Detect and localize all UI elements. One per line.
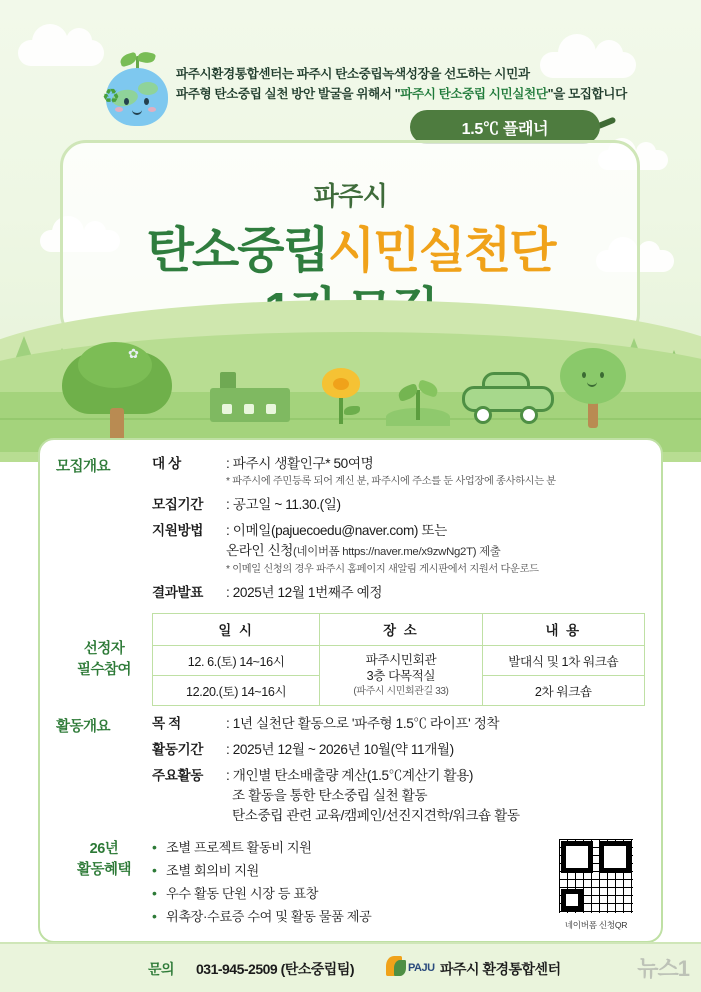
title-subtitle: 파주시 [313,181,388,211]
overview-target-line [152,454,645,474]
qr-caption: 네이버폼 신청QR [564,920,628,930]
overview-apply-note: * 이메일 신청의 경우 파주시 홈페이지 새알림 게시판에서 지원서 다운로드 [226,564,539,575]
activity-purpose-value: : 1년 실천단 활동으로 '파주형 1.5℃ 라이프' 정착 [226,716,500,731]
inquiry-label: 문의 [148,961,175,977]
news1-watermark: 뉴스1 [637,956,689,981]
overview-apply-label: 지원방법 [152,523,203,538]
cloud-icon [18,40,104,66]
smiling-tree-icon [560,348,626,428]
content-panel [38,438,663,943]
paju-logo-icon [386,956,438,982]
col-place: 장 소 [320,614,482,646]
activity-label: 활동개요 [56,719,111,735]
planner-badge: 1.5℃ 플래너 [410,110,600,144]
big-tree-icon [62,352,172,444]
overview-apply-value2-sub: (네이버폼 https://naver.me/x9zwNg2T) 제출 [293,546,501,558]
factory-icon [210,372,290,422]
overview-apply-line2 [152,541,645,562]
activity-main-line [152,766,645,786]
overview-target-label: 대 상 [152,456,181,471]
schedule-label-line1: 선정자 [83,640,125,657]
col-content: 내 용 [482,614,644,646]
inquiry-value: 031-945-2509 (탄소중립팀) [196,961,355,977]
overview-result-value: : 2025년 12월 1번째주 예정 [226,585,383,600]
schedule-label [56,639,152,681]
butterfly-icon: ✿ [128,346,139,361]
benefits-label [56,836,152,928]
title-main-green: 탄소중립 [146,224,328,278]
cell-content: 발대식 및 1차 워크숍 [482,646,644,676]
list-item: • 조별 프로젝트 활동비 지원 [152,836,645,859]
place-line1: 파주시민회관 [365,652,437,667]
overview-result-line [152,583,645,603]
intro-line-2: 파주형 탄소중립 실천 방안 발굴을 위해서 "파주시 탄소중립 시민실천단"을 모집합니다 [176,87,627,101]
overview-apply-value2: 온라인 신청 [226,543,294,558]
place-note: (파주시 시민회관길 33) [353,685,449,697]
activity-main-value2: 조 활동을 통한 탄소중립 실천 활동 [232,788,428,803]
list-item: • 위촉장·수료증 수여 및 활동 물품 제공 [152,905,645,928]
section-overview [56,454,645,603]
overview-period-line [152,495,645,515]
qr-block[interactable] [553,836,639,931]
cell-datetime: 12. 6.(토) 14~16시 [153,646,320,676]
sprout-icon [396,378,440,422]
overview-result-label: 결과발표 [152,585,203,600]
activity-main-label: 주요활동 [152,768,203,783]
overview-period-value: : 공고일 ~ 11.30.(일) [226,497,341,512]
recycle-icon: ♻ [102,86,120,108]
activity-period-label: 활동기간 [152,742,203,757]
earth-mascot-icon [100,52,178,132]
table-header-row [153,614,645,646]
activity-purpose-line [152,714,645,734]
center-name: 파주시 환경통합센터 [440,961,561,977]
qr-code-icon[interactable] [556,836,636,916]
activity-period-value: : 2025년 12월 ~ 2026년 10월(약 11개월) [226,742,454,757]
activity-period-line [152,740,645,760]
benefits-label-line2: 활동혜택 [76,862,132,878]
eco-car-icon [462,372,554,424]
benefits-label-line1: 26년 [89,841,119,857]
overview-target-value: : 파주시 생활인구* 50여명 [226,456,374,471]
schedule-table [152,613,645,706]
footer-bar [0,942,701,992]
overview-apply-value: : 이메일(pajuecoedu@naver.com) 또는 [226,523,447,538]
schedule-label-line2: 필수참여 [76,661,132,678]
table-row [153,646,645,676]
section-schedule [56,613,645,706]
section-activity [56,714,645,826]
overview-target-note: * 파주시에 주민등록 되어 계신 분, 파주시에 주소를 둔 사업장에 종사하시는 분 [226,476,556,487]
overview-period-label: 모집기간 [152,497,203,512]
list-item: • 조별 회의비 지원 [152,859,645,882]
flower-icon [318,368,364,424]
activity-main-value1: : 개인별 탄소배출량 계산(1.5℃계산기 활용) [226,768,474,783]
title-main-yellow: 시민실천단 [327,224,555,278]
activity-purpose-label: 목 적 [152,716,181,731]
intro-line-1: 파주시환경통합센터는 파주시 탄소중립녹색성장을 선도하는 시민과 [176,67,530,81]
list-item: • 우수 활동 단원 시장 등 표창 [152,882,645,905]
cell-content: 2차 워크숍 [482,676,644,706]
cell-datetime: 12.20.(토) 14~16시 [153,676,320,706]
intro-text [176,64,646,104]
col-datetime: 일 시 [153,614,320,646]
activity-main-value3: 탄소중립 관련 교육/캠페인/선진지견학/워크숍 활동 [232,808,520,823]
paju-logo-text: PAJU [408,962,435,974]
place-line2: 3층 다목적실 [366,668,436,683]
overview-apply-line [152,521,645,541]
overview-label: 모집개요 [56,459,111,475]
cell-place [320,646,482,706]
